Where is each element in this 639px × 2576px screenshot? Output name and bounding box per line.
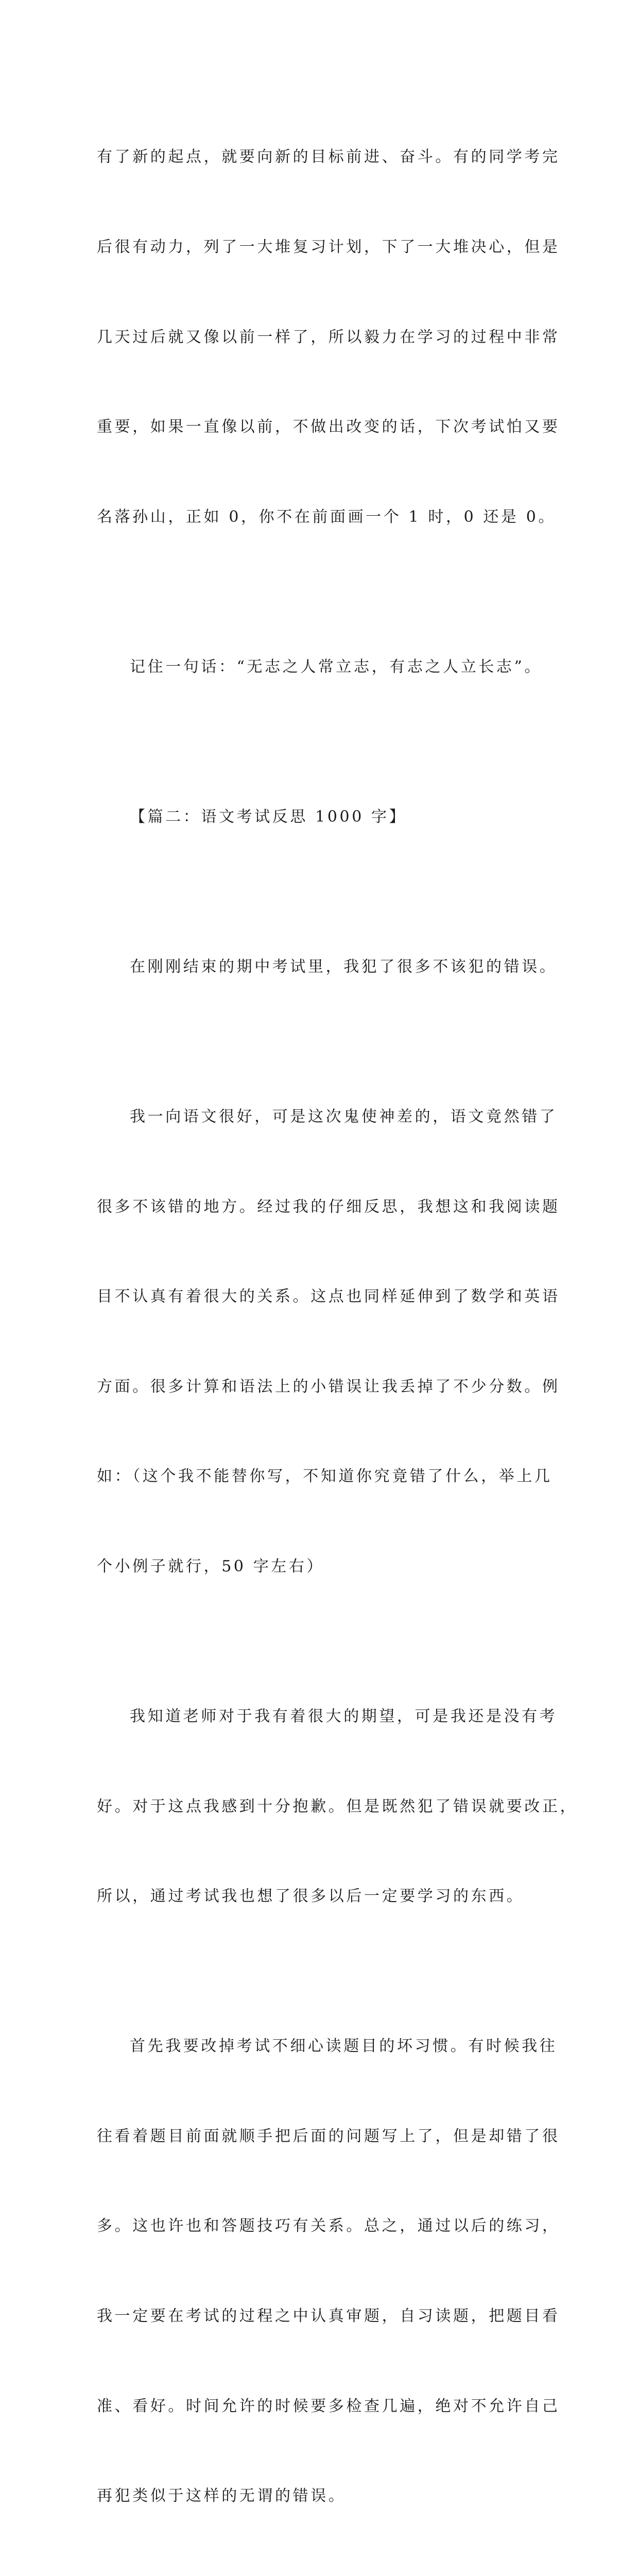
paragraph: [97, 592, 560, 742]
text-line: 多。这也许也和答题技巧有关系。总之，通过以后的练习，: [97, 2217, 560, 2235]
text-line: 有了新的起点，就要向新的目标前进、奋斗。有的同学考完: [97, 148, 560, 166]
text-line: 如：（这个我不能替你写，不知道你究竟错了什么，举上几: [97, 1467, 552, 1486]
paragraph: [97, 82, 560, 592]
text-line: 目不认真有着很大的关系。这点也同样延伸到了数学和英语: [97, 1287, 560, 1306]
text-line: 很多不该错的地方。经过我的仔细反思，我想这和我阅读题: [97, 1197, 560, 1216]
text-line: 所以，通过考试我也想了很多以后一定要学习的东西。: [97, 1887, 525, 1906]
text-line: 我一定要在考试的过程之中认真审题，自习读题，把题目看: [97, 2307, 560, 2326]
text-line: 我知道老师对于我有着很大的期望，可是我还是没有考: [130, 1707, 558, 1725]
paragraph: [97, 1042, 560, 1642]
section-heading: [97, 742, 560, 892]
text-line: 个小例子就行，50 字左右）: [97, 1557, 325, 1575]
paragraph: [97, 1642, 578, 1972]
paragraph: [97, 892, 560, 1042]
text-line: 在刚刚结束的期中考试里，我犯了很多不该犯的错误。: [130, 957, 558, 976]
text-line: 方面。很多计算和语法上的小错误让我丢掉了不少分数。例: [97, 1377, 560, 1396]
text-line: 准、看好。时间允许的时候要多检查几遍，绝对不允许自己: [97, 2397, 560, 2415]
paragraph: [97, 1972, 560, 2571]
text-line: 首先我要改掉考试不细心读题目的坏习惯。有时候我往: [130, 2037, 558, 2056]
text-line: 再犯类似于这样的无谓的错误。: [97, 2487, 347, 2505]
text-line: 几天过后就又像以前一样了，所以毅力在学习的过程中非常: [97, 328, 560, 346]
heading-text: 【篇二：语文考试反思 1000 字】: [130, 807, 407, 826]
paragraph: [97, 2571, 560, 2576]
body-text: [97, 82, 578, 2576]
text-line: 重要，如果一直像以前，不做出改变的话，下次考试怕又要: [97, 418, 560, 436]
text-line: 记住一句话：“无志之人常立志，有志之人立长志”。: [130, 657, 543, 676]
text-line: 后很有动力，列了一大堆复习计划，下了一大堆决心，但是: [97, 238, 560, 257]
text-line: 往看着题目前面就顺手把后面的问题写上了，但是却错了很: [97, 2127, 560, 2145]
text-line: 名落孙山，正如 0，你不在前面画一个 1 时，0 还是 0。: [97, 507, 557, 526]
text-line: 我一向语文很好，可是这次鬼使神差的，语文竟然错了: [130, 1107, 558, 1126]
text-line: 好。对于这点我感到十分抱歉。但是既然犯了错误就要改正，: [97, 1797, 578, 1816]
